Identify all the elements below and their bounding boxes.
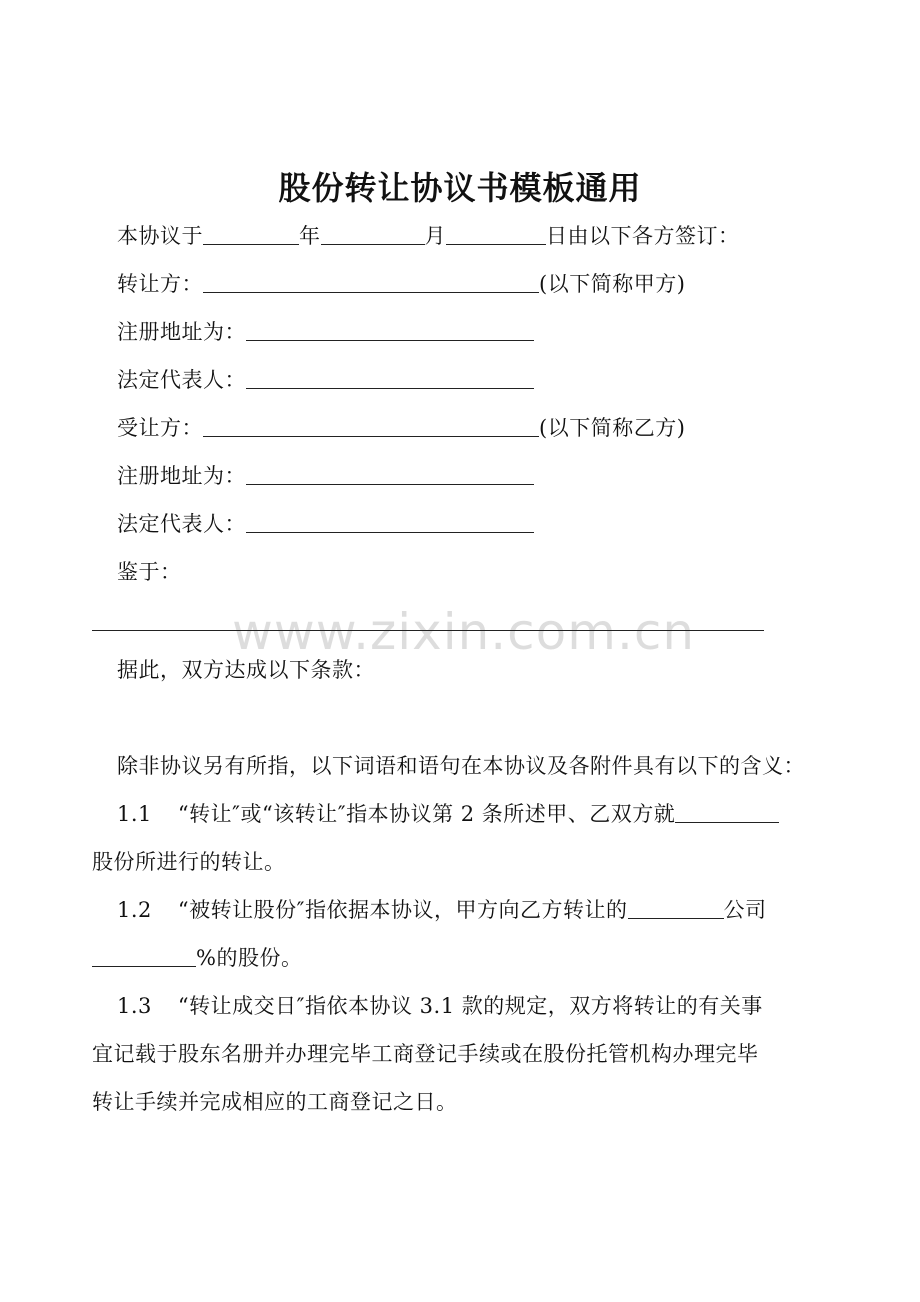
clause-1-1-blank <box>675 802 779 823</box>
intro-year: 年 <box>299 224 321 248</box>
party-a-address-label: 注册地址为： <box>117 320 246 344</box>
clause-1-3 <box>117 992 763 1020</box>
clause-1-2-percent-blank <box>92 946 196 967</box>
intro-month: 月 <box>424 224 446 248</box>
transferee-label: 受让方： <box>117 416 203 440</box>
transferee-line <box>117 414 685 442</box>
party-b-address-label: 注册地址为： <box>117 464 246 488</box>
agreed-line: 据此，双方达成以下条款： <box>117 658 375 682</box>
party-a-rep-line <box>117 366 534 394</box>
party-a-address-blank <box>246 320 534 341</box>
clause-1-2 <box>117 896 767 924</box>
clause-1-1-number: 1.1 <box>117 802 152 826</box>
clause-1-1 <box>117 800 779 828</box>
transferor-line <box>117 270 685 298</box>
transferee-note: (以下简称乙方) <box>539 416 686 440</box>
clause-1-3-line-2: 宜记载于股东名册并办理完毕工商登记手续或在股份托管机构办理完毕 <box>92 1042 759 1066</box>
clause-1-3-text: “转让成交日″指依本协议 3.1 款的规定，双方将转让的有关事 <box>177 994 763 1018</box>
intro-prefix: 本协议于 <box>117 224 203 248</box>
definitions-intro: 除非协议另有所指，以下词语和语句在本协议及各附件具有以下的含义： <box>117 754 805 778</box>
transferee-blank <box>203 416 539 437</box>
clause-1-3-line-3: 转让手续并完成相应的工商登记之日。 <box>92 1090 458 1114</box>
transferor-note: (以下简称甲方) <box>539 272 686 296</box>
whereas-blank-rule <box>92 630 764 631</box>
watermark: www.zixin.com.cn <box>232 603 696 661</box>
day-blank <box>446 224 546 245</box>
party-b-rep-line <box>117 510 534 538</box>
transferor-blank <box>203 272 539 293</box>
party-b-address-blank <box>246 464 534 485</box>
clause-1-1-text: “转让″或“该转让″指本协议第 2 条所述甲、乙双方就 <box>177 802 676 826</box>
party-b-address-line <box>117 462 534 490</box>
party-a-rep-blank <box>246 368 534 389</box>
intro-line <box>117 222 740 250</box>
party-a-rep-label: 法定代表人： <box>117 368 246 392</box>
clause-1-2-text: “被转让股份″指依据本协议，甲方向乙方转让的 <box>177 898 628 922</box>
year-blank <box>203 224 299 245</box>
whereas-label: 鉴于： <box>117 560 182 584</box>
clause-1-2-company-blank <box>628 898 724 919</box>
document-title: 股份转让协议书模板通用 <box>278 169 642 207</box>
clause-1-2-company: 公司 <box>723 898 767 922</box>
clause-1-1-continuation: 股份所进行的转让。 <box>92 850 286 874</box>
intro-suffix: 日由以下各方签订： <box>546 224 740 248</box>
clause-1-3-number: 1.3 <box>117 994 152 1018</box>
month-blank <box>321 224 425 245</box>
clause-1-2-number: 1.2 <box>117 898 152 922</box>
transferor-label: 转让方： <box>117 272 203 296</box>
party-a-address-line <box>117 318 534 346</box>
party-b-rep-blank <box>246 512 534 533</box>
party-b-rep-label: 法定代表人： <box>117 512 246 536</box>
clause-1-2-continuation <box>92 944 302 972</box>
clause-1-2-cont-text: %的股份。 <box>196 946 303 970</box>
